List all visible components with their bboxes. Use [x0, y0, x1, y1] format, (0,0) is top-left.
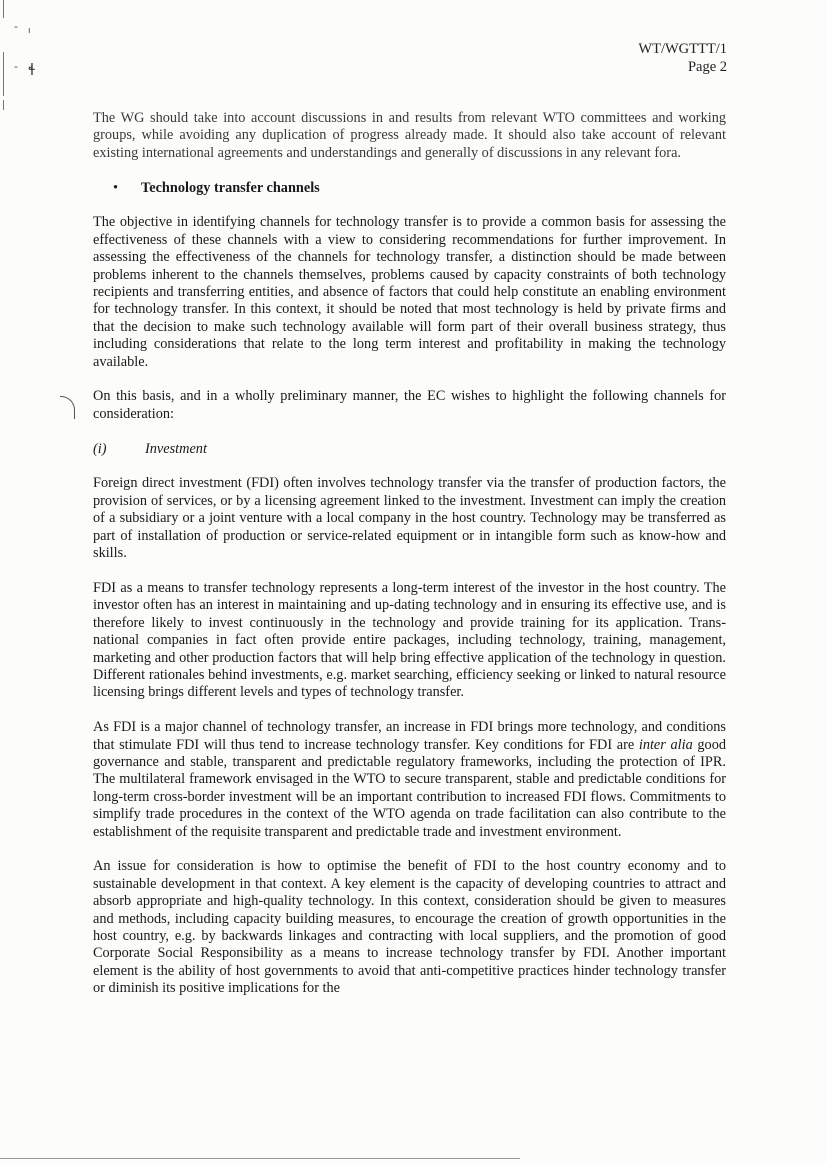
scan-speck: - — [14, 60, 18, 73]
section-heading-technology-transfer-channels — [93, 180, 726, 197]
document-body — [93, 110, 726, 1015]
paragraph-fdi-involves: Foreign direct investment (FDI) often involves technology transfer via the transfer of production factors, the provision of services, or by a licensing agreement linked to the investment. Investment can imply the creation of a subsidiary or a joint venture with a local company in the host country. Technology may be transferred as part of installation of production or service-related equipment or in intangible form such as know-how and skills. — [93, 475, 726, 562]
page-number: Page 2 — [687, 59, 727, 75]
bullet-icon: • — [113, 179, 119, 196]
paragraph-optimise-benefit: An issue for consideration is how to optimise the benefit of FDI to the host country economy and to sustainable development in that context. A key element is the capacity of developing countries to attract and absorb appropriate and high-quality technology. In this context, consideration should be given to measures and methods, including capacity building measures, to encourage the creation of growth opportunities in the host country, e.g. by backwards linkages and contracting with local suppliers, and the promotion of good Corporate Social Responsibility as a means to increase technology transfer by FDI. Another important element is the ability of host governments to avoid that anti-competitive practices hinder technology transfer or diminish its positive implications for the — [93, 858, 726, 997]
scan-edge-line — [3, 0, 4, 18]
paragraph-on-this-basis: On this basis, and in a wholly preliminary manner, the EC wishes to highlight the following channels for consideration: — [93, 388, 726, 422]
paragraph-italic-text: inter alia — [638, 736, 693, 753]
scan-edge-line — [3, 52, 4, 96]
subsection-heading-investment — [93, 441, 726, 458]
page-header — [638, 40, 727, 76]
scan-speck: ı — [28, 26, 31, 36]
paragraph-fdi-major-channel — [93, 719, 726, 841]
paragraph-fdi-long-term: FDI as a means to transfer technology represents a long-term interest of the investor in the host country. The investor often has an interest in maintaining and up-dating technology and in ensuring its effective use, and is therefore likely to invest continuously in the technology and provide training for its application. Trans-national companies in fact often provide entire packages, including technology, training, management, marketing and other production factors that will help bring effective application of the technology in question. Different rationales behind investments, e.g. market searching, efficiency seeking or linked to natural resource licensing brings different levels and types of technology transfer. — [93, 579, 726, 701]
document-code: WT/WGTTT/1 — [638, 41, 727, 57]
subsection-title: Investment — [145, 440, 207, 457]
paragraph-objective: The objective in identifying channels for technology transfer is to provide a common basis for assessing the effectiveness of these channels with a view to considering recommendations for further improvement. In assessing the effectiveness of the channels for technology transfer, a distinction should be made between problems inherent to the channels themselves, problems caused by capacity constraints of both technology recipients and transferring entities, and absence of factors that could help constitute an enabling environment for technology transfer. In this context, it should be noted that most technology is held by private firms and that the decision to make such technology available will form part of their overall business strategy, thus including considerations that relate to the long term interest and profitability in making the technology available. — [93, 214, 726, 370]
paragraph-wg-consideration: The WG should take into account discussions in and results from relevant WTO committees and working groups, while avoiding any duplication of progress already made. It should also take account of relevant existing international agreements and understandings and generally of discussions in any relevant fora. — [93, 110, 726, 161]
section-heading-text: Technology transfer channels — [141, 179, 320, 196]
scan-speck: ɬ — [28, 60, 36, 79]
paragraph-text: good governance and stable, transparent and predictable regulatory frameworks, including the protection of IPR. The multilateral framework envisaged in the WTO to secure transparent, stable and predictable conditions for long-term cross-border investment will be an important contribution to increased FDI flows. Commitments to simplify trade procedures in the context of the WTO agenda on trade facilitation can also contribute to the establishment of the requisite transparent and predictable trade and investment environment. — [93, 736, 726, 840]
scan-pen-mark — [60, 396, 75, 419]
scan-edge-line — [3, 100, 4, 110]
paragraph-text: As FDI is a major channel of technology transfer, an increase in FDI brings more technology, and conditions that stimulate FDI will thus tend to increase technology transfer. Key conditions for FDI are — [93, 719, 726, 753]
scan-speck: - — [14, 20, 18, 33]
scan-bottom-rule — [0, 1158, 520, 1159]
subsection-number: (i) — [93, 440, 107, 457]
